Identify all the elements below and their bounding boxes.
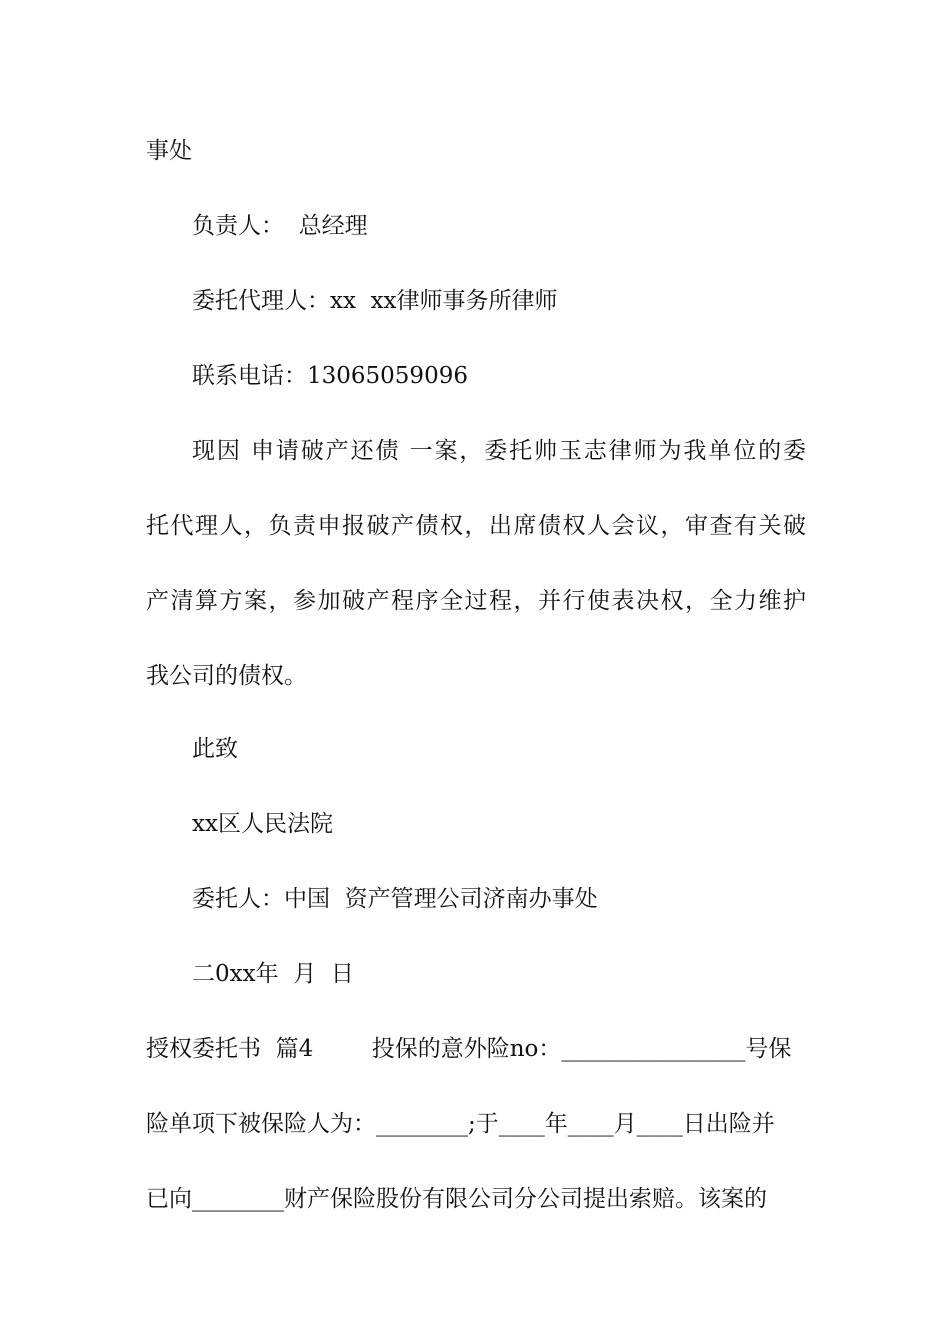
text-line-11: 委托人：中国 资产管理公司济南办事处 [192, 886, 598, 912]
text-line-15: 已向________财产保险股份有限公司分公司提出索赔。该案的 [146, 1186, 767, 1212]
text-line-5: 现因 申请破产还债 一案，委托帅玉志律师为我单位的委 [192, 438, 806, 464]
text-line-2: 负责人： 总经理 [192, 213, 368, 239]
text-line-8: 我公司的债权。 [146, 663, 307, 689]
text-line-7: 产清算方案，参加破产程序全过程，并行使表决权，全力维护 [146, 588, 806, 614]
text-line-12: 二0xx年 月 日 [192, 961, 354, 987]
text-line-9: 此致 [192, 736, 238, 762]
text-line-14: 险单项下被保险人为：________;于____年____月____日出险并 [146, 1111, 775, 1137]
text-line-6: 托代理人，负责申报破产债权，出席债权人会议，审查有关破 [146, 513, 806, 539]
text-line-13: 授权委托书 篇4 投保的意外险no：________________号保 [146, 1036, 792, 1062]
text-line-3: 委托代理人：xx xx律师事务所律师 [192, 288, 558, 314]
text-line-10: xx区人民法院 [192, 811, 333, 837]
text-line-4: 联系电话：13065059096 [192, 363, 468, 389]
text-line-1: 事处 [146, 138, 192, 164]
